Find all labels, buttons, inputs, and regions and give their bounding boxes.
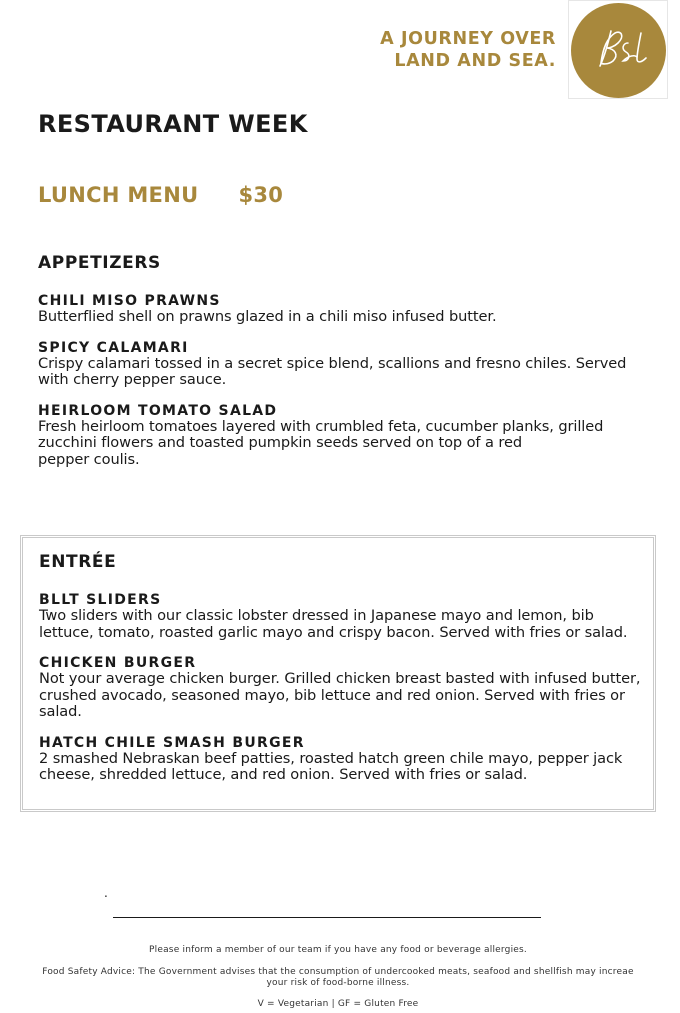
appetizers-section xyxy=(38,253,660,482)
menu-price: $30 xyxy=(238,183,284,207)
item-name: BLLT SLIDERS xyxy=(39,592,162,608)
menu-title xyxy=(38,183,283,207)
food-safety-line: Food Safety Advice: The Government advises that the consumption of undercooked meats, seafood and shellfish may increae xyxy=(42,967,634,977)
item-description xyxy=(38,419,660,469)
menu-item xyxy=(38,293,660,326)
item-description: Two sliders with our classic lobster dressed in Japanese mayo and lemon, bib lettuce, tomato, roasted garlic mayo and crispy bacon. Served with fries or salad. xyxy=(39,607,628,641)
tagline-line-1: A JOURNEY OVER xyxy=(380,29,556,49)
item-description: 2 smashed Nebraskan beef patties, roasted hatch green chile mayo, pepper jack cheese, shredded lettuce, and red onion. Served with fries or salad. xyxy=(39,749,623,783)
item-description: Butterflied shell on prawns glazed in a chili miso infused butter. xyxy=(38,308,497,325)
menu-item xyxy=(39,735,651,784)
allergy-note: Please inform a member of our team if you have any food or beverage allergies. xyxy=(149,945,527,955)
item-name: SPICY CALAMARI xyxy=(38,339,189,356)
menu-item xyxy=(39,592,651,641)
menu-item xyxy=(38,403,660,469)
appetizers-heading: APPETIZERS xyxy=(38,253,161,273)
item-name: HATCH CHILE SMASH BURGER xyxy=(39,734,305,751)
page-title: RESTAURANT WEEK xyxy=(38,110,308,138)
logo-circle xyxy=(571,3,666,98)
footer-divider xyxy=(113,917,541,918)
item-description-line: pepper coulis. xyxy=(38,450,140,468)
menu-item xyxy=(39,655,651,721)
item-name: CHILI MISO PRAWNS xyxy=(38,293,221,309)
item-name: HEIRLOOM TOMATO SALAD xyxy=(38,402,278,419)
stray-dot: . xyxy=(104,886,108,900)
entree-heading: ENTRÉE xyxy=(39,552,117,572)
item-name: CHICKEN BURGER xyxy=(39,655,197,671)
tagline xyxy=(296,28,556,72)
item-description: Crispy calamari tossed in a secret spice blend, scallions and fresno chiles. Served with cherry pepper sauce. xyxy=(38,354,627,388)
item-description-line: Fresh heirloom tomatoes layered with crumbled feta, cucumber planks, grilled xyxy=(38,417,604,435)
item-description: Not your average chicken burger. Grilled chicken breast basted with infused butter, crushed avocado, seasoned mayo, bib lettuce and red onion. Served with fries or salad. xyxy=(39,670,641,720)
item-description-line: zucchini flowers and toasted pumpkin seeds served on top of a red xyxy=(38,434,523,451)
tagline-line-2: LAND AND SEA. xyxy=(394,51,556,71)
food-safety-line: your risk of food-borne illness. xyxy=(266,978,410,988)
dietary-legend: V = Vegetarian | GF = Gluten Free xyxy=(257,999,419,1009)
menu-name: LUNCH MENU xyxy=(38,183,199,207)
menu-item xyxy=(38,340,660,389)
logo xyxy=(568,0,668,99)
food-safety-note xyxy=(30,967,646,989)
entree-section xyxy=(20,535,656,812)
logo-monogram-icon xyxy=(571,3,666,98)
